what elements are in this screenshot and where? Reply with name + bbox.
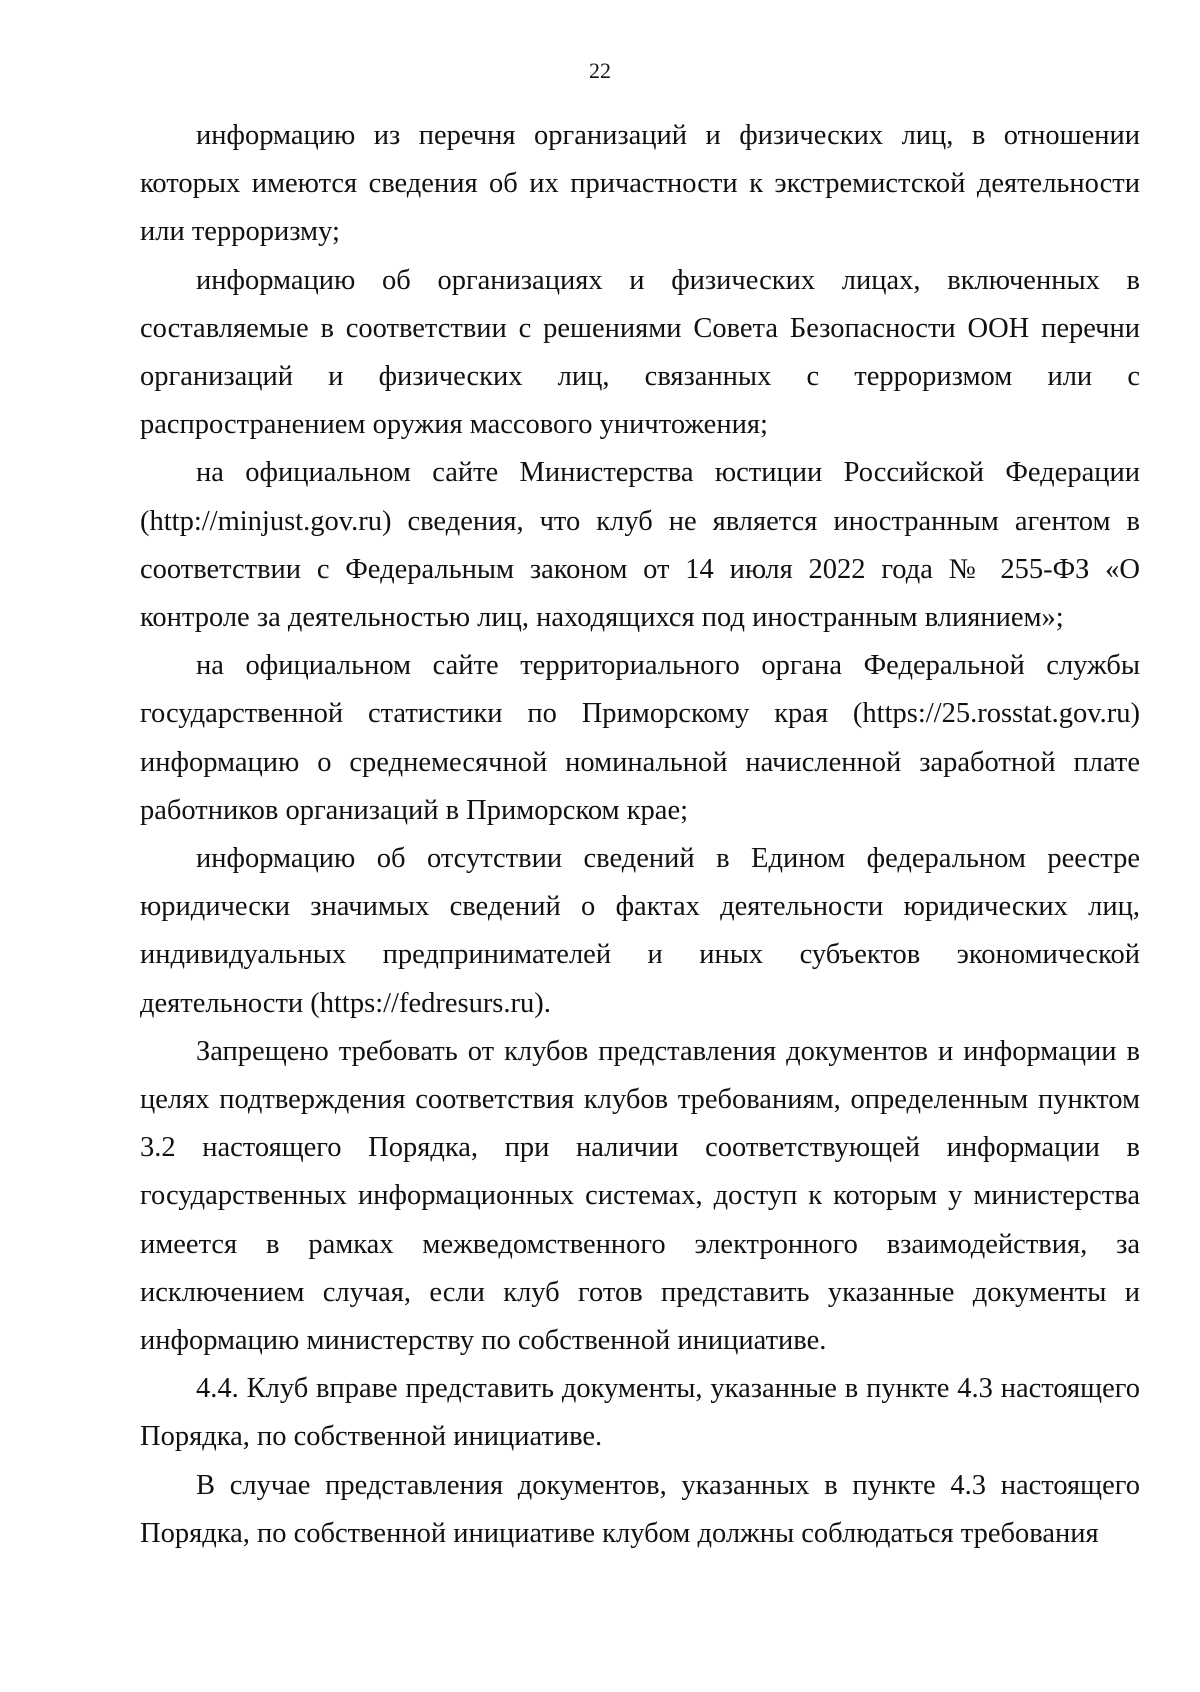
paragraph-extremism-list: информацию из перечня организаций и физических лиц, в отношении которых имеются сведения об их причастности к экстремистской деятельности или терроризму; xyxy=(140,120,1140,248)
paragraph-own-initiative-requirements: В случае представления документов, указанных в пункте 4.3 настоящего Порядка, по собственной инициативе клубом должны соблюдаться требования xyxy=(140,1469,1140,1549)
page-number: 22 xyxy=(589,58,611,83)
paragraph-un-security-council-list: информацию об организациях и физических лицах, включенных в составляемые в соответствии с решениями Совета Безопасности ООН перечни организаций и физических лиц, связанных с терроризмом или с распространением оружия массового уничтожения; xyxy=(140,264,1140,441)
document-body xyxy=(140,112,1140,1558)
paragraph-section-4-4: 4.4. Клуб вправе представить документы, указанные в пункте 4.3 настоящего Порядка, по собственной инициативе. xyxy=(140,1373,1140,1453)
paragraph-fedresurs: информацию об отсутствии сведений в Едином федеральном реестре юридически значимых сведений о фактах деятельности юридических лиц, индивидуальных предпринимателей и иных субъектов экономической деятельности (https://fedresurs.ru). xyxy=(140,843,1140,1019)
paragraph-rosstat-salary: на официальном сайте территориального органа Федеральной службы государственной статистики по Приморскому края (https://25.rosstat.gov.ru) информацию о среднемесячной номинальной начисленной заработной плате работников организаций в Приморском крае; xyxy=(140,650,1140,826)
paragraph-prohibition: Запрещено требовать от клубов представления документов и информации в целях подтверждения соответствия клубов требованиям, определенным пунктом 3.2 настоящего Порядка, при наличии соответствующей информации в государственных информационных системах, доступ к которым у министерства имеется в рамках межведомственного электронного взаимодействия, за исключением случая, если клуб готов представить указанные документы и информацию министерству по собственной инициативе. xyxy=(140,1035,1140,1357)
paragraph-minjust-foreign-agent: на официальном сайте Министерства юстиции Российской Федерации (http://minjust.gov.ru) сведения, что клуб не является иностранным агентом в соответствии с Федеральным законом от 14 июля 2022 года № 255-ФЗ «О контроле за деятельностью лиц, находящихся под иностранным влиянием»; xyxy=(140,457,1140,634)
